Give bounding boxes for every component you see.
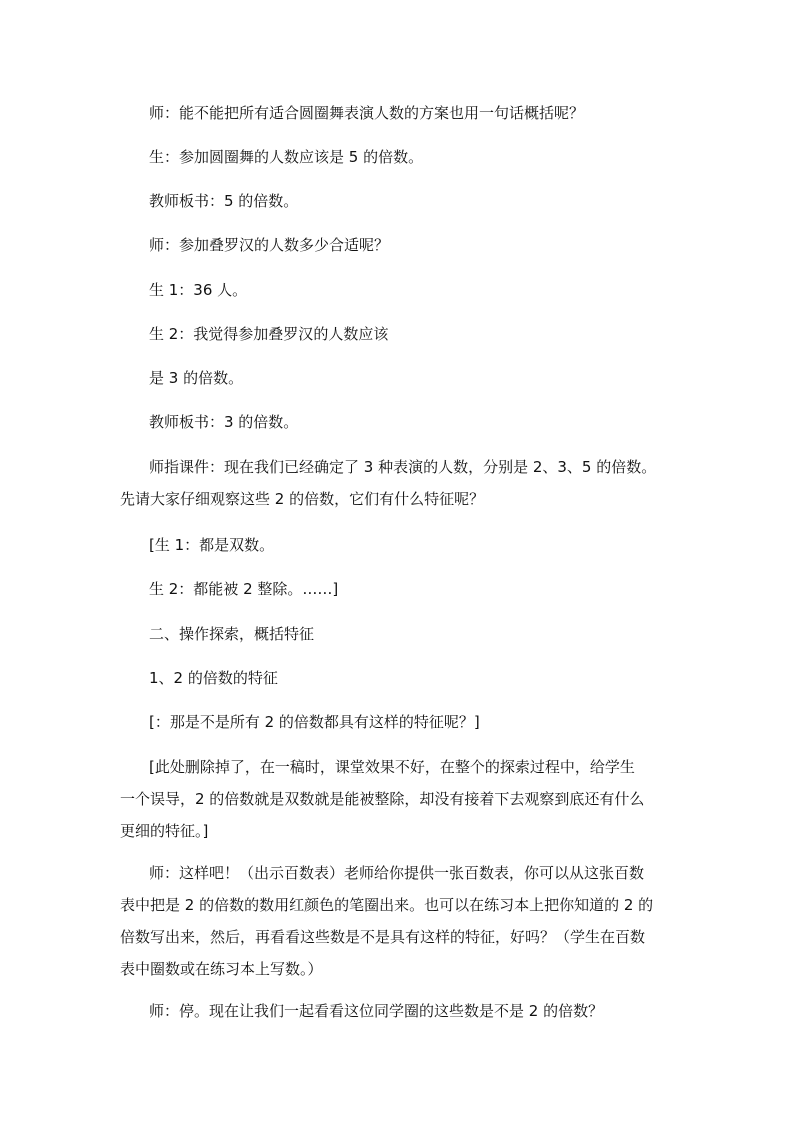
text-line: 生 2：都能被 2 整除。……] bbox=[149, 580, 339, 598]
text-line: 师：停。现在让我们一起看看这位同学圈的这些数是不是 2 的倍数？ bbox=[149, 1002, 604, 1020]
text-line: 师：参加叠罗汉的人数多少合适呢？ bbox=[149, 236, 390, 254]
paragraph-hundred-chart bbox=[120, 857, 676, 985]
paragraph-deleted-note bbox=[120, 751, 676, 847]
text-line: 是 3 的倍数。 bbox=[149, 369, 244, 387]
text-line: 师：能不能把所有适合圆圈舞表演人数的方案也用一句话概括呢？ bbox=[149, 104, 585, 122]
text-line: 二、操作探索，概括特征 bbox=[149, 625, 315, 643]
paragraph-bracket-question bbox=[149, 706, 705, 738]
paragraph-teacher-question-pyramid bbox=[149, 229, 705, 261]
paragraph-student1-36 bbox=[149, 274, 705, 306]
paragraph-student-answer-5 bbox=[149, 141, 705, 173]
paragraph-teacher-question-circle-dance bbox=[149, 97, 705, 129]
paragraph-student2-pyramid bbox=[149, 318, 705, 350]
text-line: 先请大家仔细观察这些 2 的倍数，它们有什么特征呢？ bbox=[120, 490, 485, 508]
paragraph-student1-even bbox=[149, 529, 705, 561]
paragraph-board-note-5 bbox=[149, 185, 705, 217]
subsection-heading-multiples-of-2 bbox=[149, 662, 705, 694]
paragraph-teacher-courseware bbox=[120, 451, 676, 515]
section-heading-explore bbox=[149, 618, 705, 650]
text-line: 更细的特征。] bbox=[120, 822, 209, 840]
text-line: 表中把是 2 的倍数的数用红颜色的笔圈出来。也可以在练习本上把你知道的 2 的 bbox=[120, 896, 654, 914]
paragraph-board-note-3 bbox=[149, 406, 705, 438]
text-line: 生 1：36 人。 bbox=[149, 281, 248, 299]
text-line: [生 1：都是双数。 bbox=[149, 536, 275, 554]
text-line: 教师板书：5 的倍数。 bbox=[149, 192, 299, 210]
text-line: 一个误导，2 的倍数就是双数就是能被整除，却没有接着下去观察到底还有什么 bbox=[120, 790, 645, 808]
paragraph-student2-divisible bbox=[149, 573, 705, 605]
paragraph-teacher-stop bbox=[149, 995, 705, 1027]
text-line: 师：这样吧！（出示百数表）老师给你提供一张百数表，你可以从这张百数 bbox=[149, 864, 645, 882]
text-line: 生：参加圆圈舞的人数应该是 5 的倍数。 bbox=[149, 148, 424, 166]
text-line: [此处删除掉了，在一稿时，课堂效果不好，在整个的探索过程中，给学生 bbox=[149, 758, 635, 776]
text-line: [：那是不是所有 2 的倍数都具有这样的特征呢？] bbox=[149, 713, 480, 731]
text-line: 教师板书：3 的倍数。 bbox=[149, 413, 299, 431]
paragraph-multiple-of-3 bbox=[149, 362, 705, 394]
text-line: 表中圈数或在练习本上写数。） bbox=[120, 960, 323, 978]
text-line: 生 2：我觉得参加叠罗汉的人数应该 bbox=[149, 325, 389, 343]
text-line: 师指课件：现在我们已经确定了 3 种表演的人数，分别是 2、3、5 的倍数。 bbox=[149, 458, 657, 476]
text-line: 倍数写出来，然后，再看看这些数是不是具有这样的特征，好吗？（学生在百数 bbox=[120, 928, 646, 946]
text-line: 1、2 的倍数的特征 bbox=[149, 669, 278, 687]
